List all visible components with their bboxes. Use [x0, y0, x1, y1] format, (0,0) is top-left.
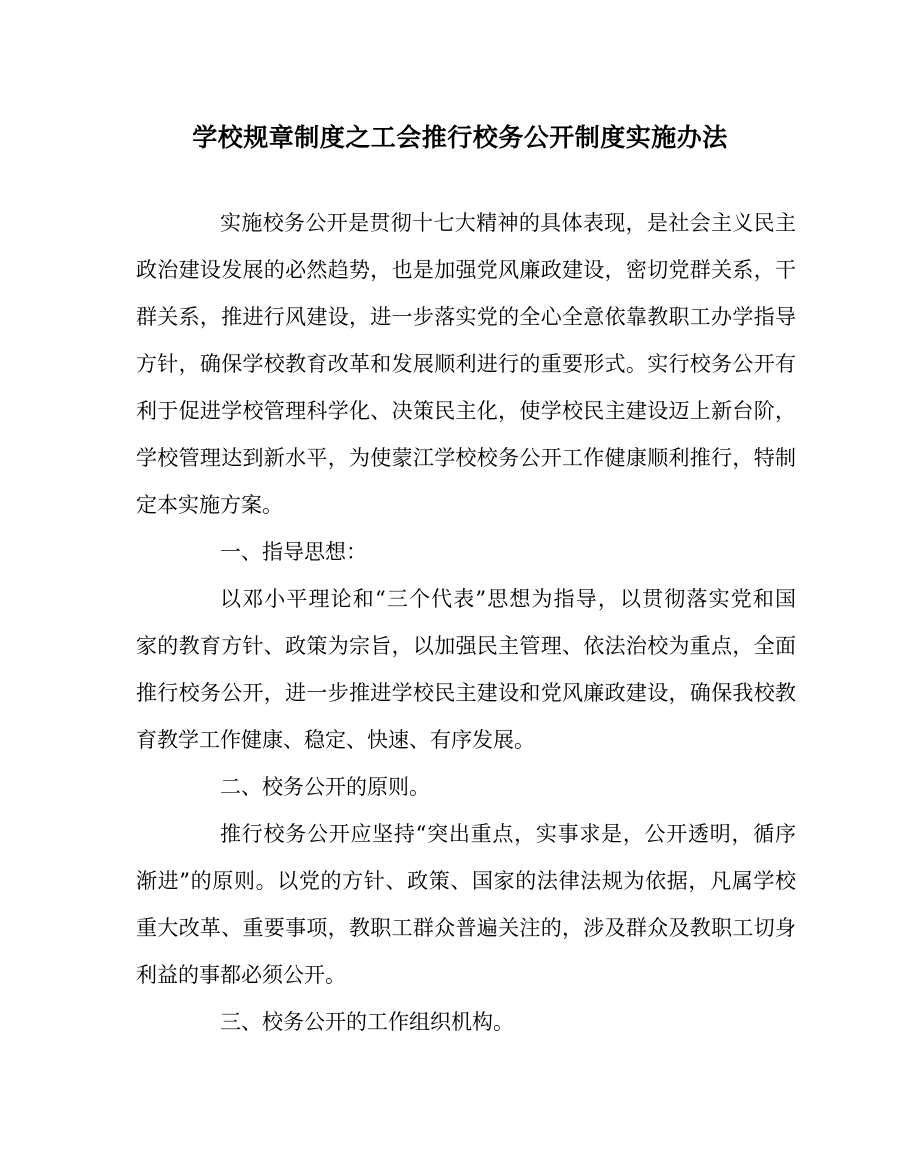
section-1-paragraph	[136, 576, 796, 764]
document-title: 学校规章制度之工会推行校务公开制度实施办法	[192, 123, 728, 152]
intro-paragraph	[136, 200, 796, 529]
paragraph-line: 以邓小平理论和“三个代表”思想为指导，以贯彻落实党和国	[220, 587, 796, 611]
document-body	[136, 200, 796, 1046]
paragraph-line: 推行校务公开应坚持“突出重点，实事求是，公开透明，循序	[220, 822, 796, 846]
paragraph-line: 渐进”的原则。以党的方针、政策、国家的法律法规为依据，凡属学校	[136, 869, 796, 893]
paragraph-line: 推行校务公开，进一步推进学校民主建设和党风廉政建设，确保我校教	[136, 681, 796, 705]
section-heading-text: 二、校务公开的原则。	[220, 775, 430, 799]
paragraph-line: 实施校务公开是贯彻十七大精神的具体表现，是社会主义民主	[220, 211, 796, 235]
paragraph-line: 学校管理达到新水平，为使蒙江学校校务公开工作健康顺利推行，特制	[136, 446, 796, 470]
paragraph-line: 政治建设发展的必然趋势，也是加强党风廉政建设，密切党群关系，干	[136, 258, 796, 282]
paragraph-line: 群关系，推进行风建设，进一步落实党的全心全意依靠教职工办学指导	[136, 305, 796, 329]
section-heading-text: 一、指导思想：	[220, 540, 367, 564]
section-3-heading	[136, 999, 796, 1046]
section-heading-text: 三、校务公开的工作组织机构。	[220, 1010, 514, 1034]
section-2-paragraph	[136, 811, 796, 999]
paragraph-line: 方针，确保学校教育改革和发展顺利进行的重要形式。实行校务公开有	[136, 352, 796, 376]
paragraph-line: 育教学工作健康、稳定、快速、有序发展。	[136, 728, 535, 752]
paragraph-line: 利于促进学校管理科学化、决策民主化，使学校民主建设迈上新台阶，	[136, 399, 796, 423]
section-2-heading	[136, 764, 796, 811]
paragraph-line: 重大改革、重要事项，教职工群众普遍关注的，涉及群众及教职工切身	[136, 916, 796, 940]
section-1-heading	[136, 529, 796, 576]
paragraph-line: 家的教育方针、政策为宗旨，以加强民主管理、依法治校为重点，全面	[136, 634, 796, 658]
paragraph-line: 利益的事都必须公开。	[136, 963, 346, 987]
paragraph-line: 定本实施方案。	[136, 493, 283, 517]
